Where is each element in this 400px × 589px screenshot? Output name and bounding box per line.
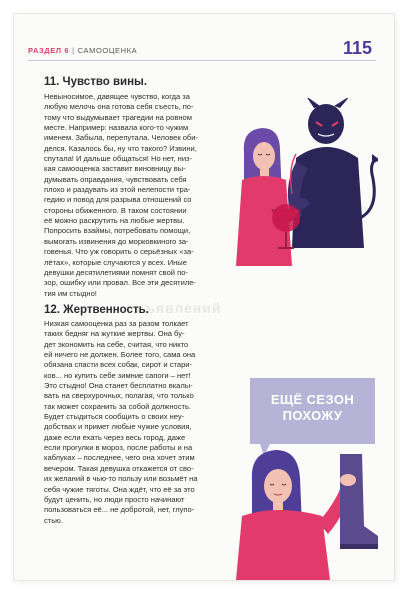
- text-line: спутала! И дальше общаться! Но нет, низ-: [44, 154, 193, 164]
- text-line: ков... но купить себе зимние сапоги – нет!: [44, 370, 191, 380]
- sacrifice-illustration: [222, 376, 380, 580]
- text-line: именем. Забыла, перепутала. Человек оби-: [44, 133, 198, 143]
- woman-face: [253, 142, 275, 170]
- devil-horn-right: [334, 98, 350, 108]
- page-header: [28, 38, 376, 66]
- woman-face: [264, 469, 292, 503]
- text-line: таких бедняг на жуткие жертвы. Она бу-: [44, 329, 185, 339]
- text-line: Низкая самооценка раз за разом толкает: [44, 319, 189, 328]
- text-line: девушки десятилетиями помнят свой по-: [44, 267, 188, 277]
- text-line: Будет стыдиться сообщить о своих неу-: [44, 412, 185, 422]
- text-line: вечером. Такая девушка откажется от сво-: [44, 463, 194, 473]
- text-line: Это стыдно! Она станет бесплатно вкалы-: [44, 381, 193, 391]
- section-label: [28, 46, 137, 55]
- watermark-text: съявлений: [136, 300, 222, 316]
- text-line: думывать оправдания, чувствовать себя: [44, 174, 187, 184]
- text-line: так может сохранить за собой должность.: [44, 401, 191, 411]
- woman-hand: [340, 474, 356, 486]
- text-line: любую мелочь она готова себя съесть, по-: [44, 102, 194, 112]
- text-line: если прогулки в мороз, после работы и на: [44, 443, 193, 453]
- text-line: гедию и повод для разрыва отношений со: [44, 195, 192, 205]
- devil-head: [308, 104, 344, 144]
- text-line: дет экономить на себе, считая, что никто: [44, 339, 189, 349]
- text-line: даже если ехать через весь город, даже: [44, 432, 186, 442]
- section-12-text: [44, 319, 216, 526]
- text-line: вымогать извинения до морковкиного за-: [44, 236, 189, 246]
- devil-tail-tip: [372, 154, 378, 164]
- text-line: её можно раскрутить на любые жертвы.: [44, 216, 185, 226]
- text-line: их желаний в чью-то пользу или возьмёт на: [44, 474, 198, 484]
- sign-line-2: ПОХОЖУ: [282, 408, 343, 423]
- text-line: добствах и примет любые чужие условия,: [44, 422, 192, 432]
- guilt-illustration: [222, 98, 378, 268]
- section-12-title: 12. Жертвенность.: [44, 304, 149, 316]
- boot-sole: [340, 544, 378, 549]
- text-line: плохо и раздувать из этой нелепости тра-: [44, 185, 191, 195]
- wine: [272, 204, 300, 232]
- text-line: обязана спасти всех собак, сирот и стари-: [44, 360, 193, 370]
- text-line: себя чужие тяготы. Она ждёт, что её за это: [44, 484, 195, 494]
- text-line: Невыносимое, давящее чувство, когда за: [44, 92, 190, 101]
- section-topic: САМООЦЕНКА: [77, 46, 138, 55]
- text-line: вать на сверхурочных, полагая, что только: [44, 391, 194, 401]
- devil-tail: [360, 158, 376, 218]
- boot-icon: [340, 454, 378, 548]
- devil-body: [292, 147, 364, 248]
- section-number: РАЗДЕЛ 6: [28, 46, 70, 55]
- woman-top: [236, 510, 330, 580]
- section-11-title: 11. Чувство вины.: [44, 76, 148, 88]
- text-line: каблуках – последнее, чего она хочет этим: [44, 453, 195, 463]
- sign-line-1: ЕЩЁ СЕЗОН: [270, 392, 355, 407]
- text-line: ей ничего не должен. Более того, сама она: [44, 350, 196, 360]
- text-line: будут ценить, но люди просто начинают: [44, 494, 185, 504]
- text-line: лётах», которые случаются у всех. Иные: [44, 257, 187, 267]
- text-line: зор, ошибку или провал. Все эти десятиле-: [44, 278, 196, 288]
- header-divider: [28, 60, 376, 61]
- text-line: Попросить взаймы, потребовать помощи,: [44, 226, 191, 236]
- text-line: говенья. Что уж говорить о серьёзных «за-: [44, 247, 194, 257]
- section-11-text: [44, 92, 216, 299]
- text-line: пользоваться её... не добротой, нет, глупо-: [44, 505, 195, 515]
- text-line: кая самооценка заставит виновницу вы-: [44, 164, 186, 174]
- page-number: 115: [342, 38, 372, 58]
- text-line: стью.: [44, 515, 63, 525]
- text-line: месте. Например: назвала кого-то чужим: [44, 123, 189, 133]
- text-line: стороны обиженного. В таком состоянии: [44, 205, 187, 215]
- text-line: тому что выдумывает трагедии на ровном: [44, 112, 192, 122]
- section-separator: |: [72, 46, 75, 55]
- text-line: делся. Казалось бы, ну что такого? Извини,: [44, 143, 197, 153]
- text-line: тия им стыдно!: [44, 288, 97, 298]
